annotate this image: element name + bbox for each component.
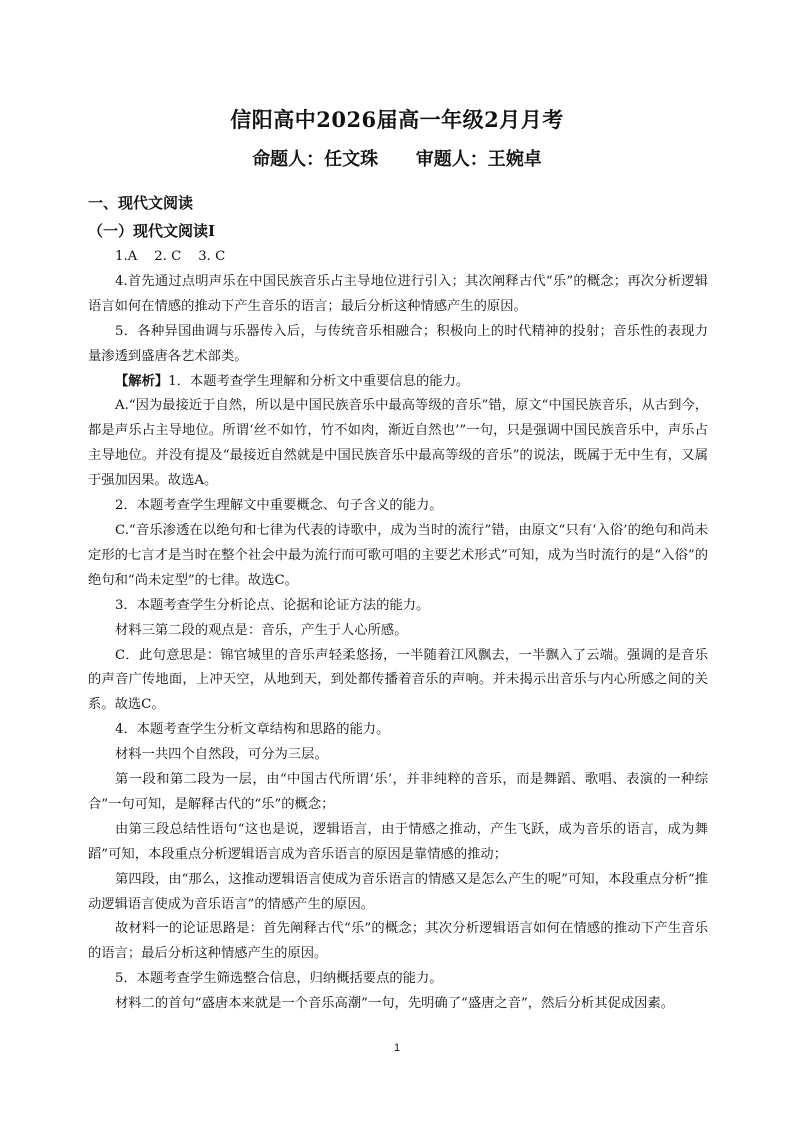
analysis-paragraph: 2．本题考查学生理解文中重要概念、句子含义的能力。 (115, 498, 443, 514)
analysis-paragraph: 5．本题考查学生筛选整合信息，归纳概括要点的能力。 (115, 971, 443, 987)
analysis-paragraph: 第一段和第二段为一层，由“中国古代所谓‘乐’，并非纯粹的音乐，而是舞蹈、歌唱、表演的一种综合”一句可知，是解释古代的“乐”的概念； (88, 772, 708, 812)
analysis-paragraph: 第四段，由“那么，这推动逻辑语言使成为音乐语言的情感又是怎么产生的呢”可知，本段重点分析“推动逻辑语言使成为音乐语言”的情感产生的原因。 (88, 871, 708, 912)
answer-q4: 4.首先通过点明声乐在中国民族音乐占主导地位进行引入；其次阐释古代“乐”的概念；再次分析逻辑语言如何在情感的推动下产生音乐的语言；最后分析这种情感产生的原因。 (88, 273, 708, 314)
analysis-paragraph (88, 370, 708, 395)
analysis-label: 【解析】 (115, 373, 169, 389)
analysis-paragraph: 材料二的首句“盛唐本来就是一个音乐高潮”一句，先明确了“盛唐之音”，然后分析其促成因素。 (115, 996, 675, 1012)
answer-choices: 1.A 2. C 3. C (115, 249, 226, 264)
section-heading: 一、现代文阅读 (88, 194, 194, 212)
analysis-paragraph: 材料一共四个自然段，可分为三层。 (115, 747, 328, 763)
analysis-paragraph: 3．本题考查学生分析论点、论据和论证方法的能力。 (115, 597, 430, 613)
subsection-heading: （一）现代文阅读Ⅰ (88, 222, 216, 240)
analysis-paragraph: 故材料一的论证思路是：首先阐释古代“乐”的概念；其次分析逻辑语言如何在情感的推动下产生音乐的语言；最后分析这种情感产生的原因。 (88, 921, 708, 962)
analysis-paragraph: A.“因为最接近于自然，所以是中国民族音乐中最高等级的音乐”错，原文“中国民族音乐，从古到今，都是声乐占主导地位。所谓‘丝不如竹，竹不如肉，渐近自然也’”一句，只是强调中国民族音乐中，声乐占主导地位。并没有提及“最接近自然就是中国民族音乐中最高等级的音乐”的说法，既属于无中生有，又属于强加因果。故选A。 (88, 398, 708, 489)
exam-authors: 命题人：任文珠 审题人：王婉卓 (252, 149, 542, 170)
page-number: 1 (393, 1042, 401, 1054)
analysis-intro: 1．本题考查学生理解和分析文中重要信息的能力。 (168, 373, 470, 389)
page-title: 信阳高中2026届高一年级2月月考 (230, 107, 564, 132)
analysis-paragraph: 4．本题考查学生分析文章结构和思路的能力。 (115, 722, 390, 738)
answer-body (88, 245, 708, 1017)
answer-q5: 5．各种异国曲调与乐器传入后，与传统音乐相融合；积极向上的时代精神的投射；音乐性的表现力量渗透到盛唐各艺术部类。 (88, 323, 708, 364)
analysis-paragraph: C.“音乐渗透在以绝句和七律为代表的诗歌中，成为当时的流行”错，由原文“只有‘入俗’的绝句和尚未定形的七言才是当时在整个社会中最为流行而可歌可唱的主要艺术形式”可知，成为当时流行的是“入俗”的绝句和“尚未定型”的七律。故选C。 (88, 522, 708, 588)
analysis-paragraph: 由第三段总结性语句“这也是说，逻辑语言，由于情感之推动，产生飞跃，成为音乐的语言，成为舞蹈”可知，本段重点分析逻辑语言成为音乐语言的原因是靠情感的推动； (88, 821, 708, 862)
analysis-paragraph: 材料三第二段的观点是：音乐，产生于人心所感。 (115, 622, 408, 638)
analysis-paragraph: C．此句意思是：锦官城里的音乐声轻柔悠扬，一半随着江风飘去，一半飘入了云端。强调的是音乐的声音广传地面，上冲天空，从地到天，到处都传播着音乐的声响。并未揭示出音乐与内心所感之间的关系。故选C。 (88, 647, 708, 713)
